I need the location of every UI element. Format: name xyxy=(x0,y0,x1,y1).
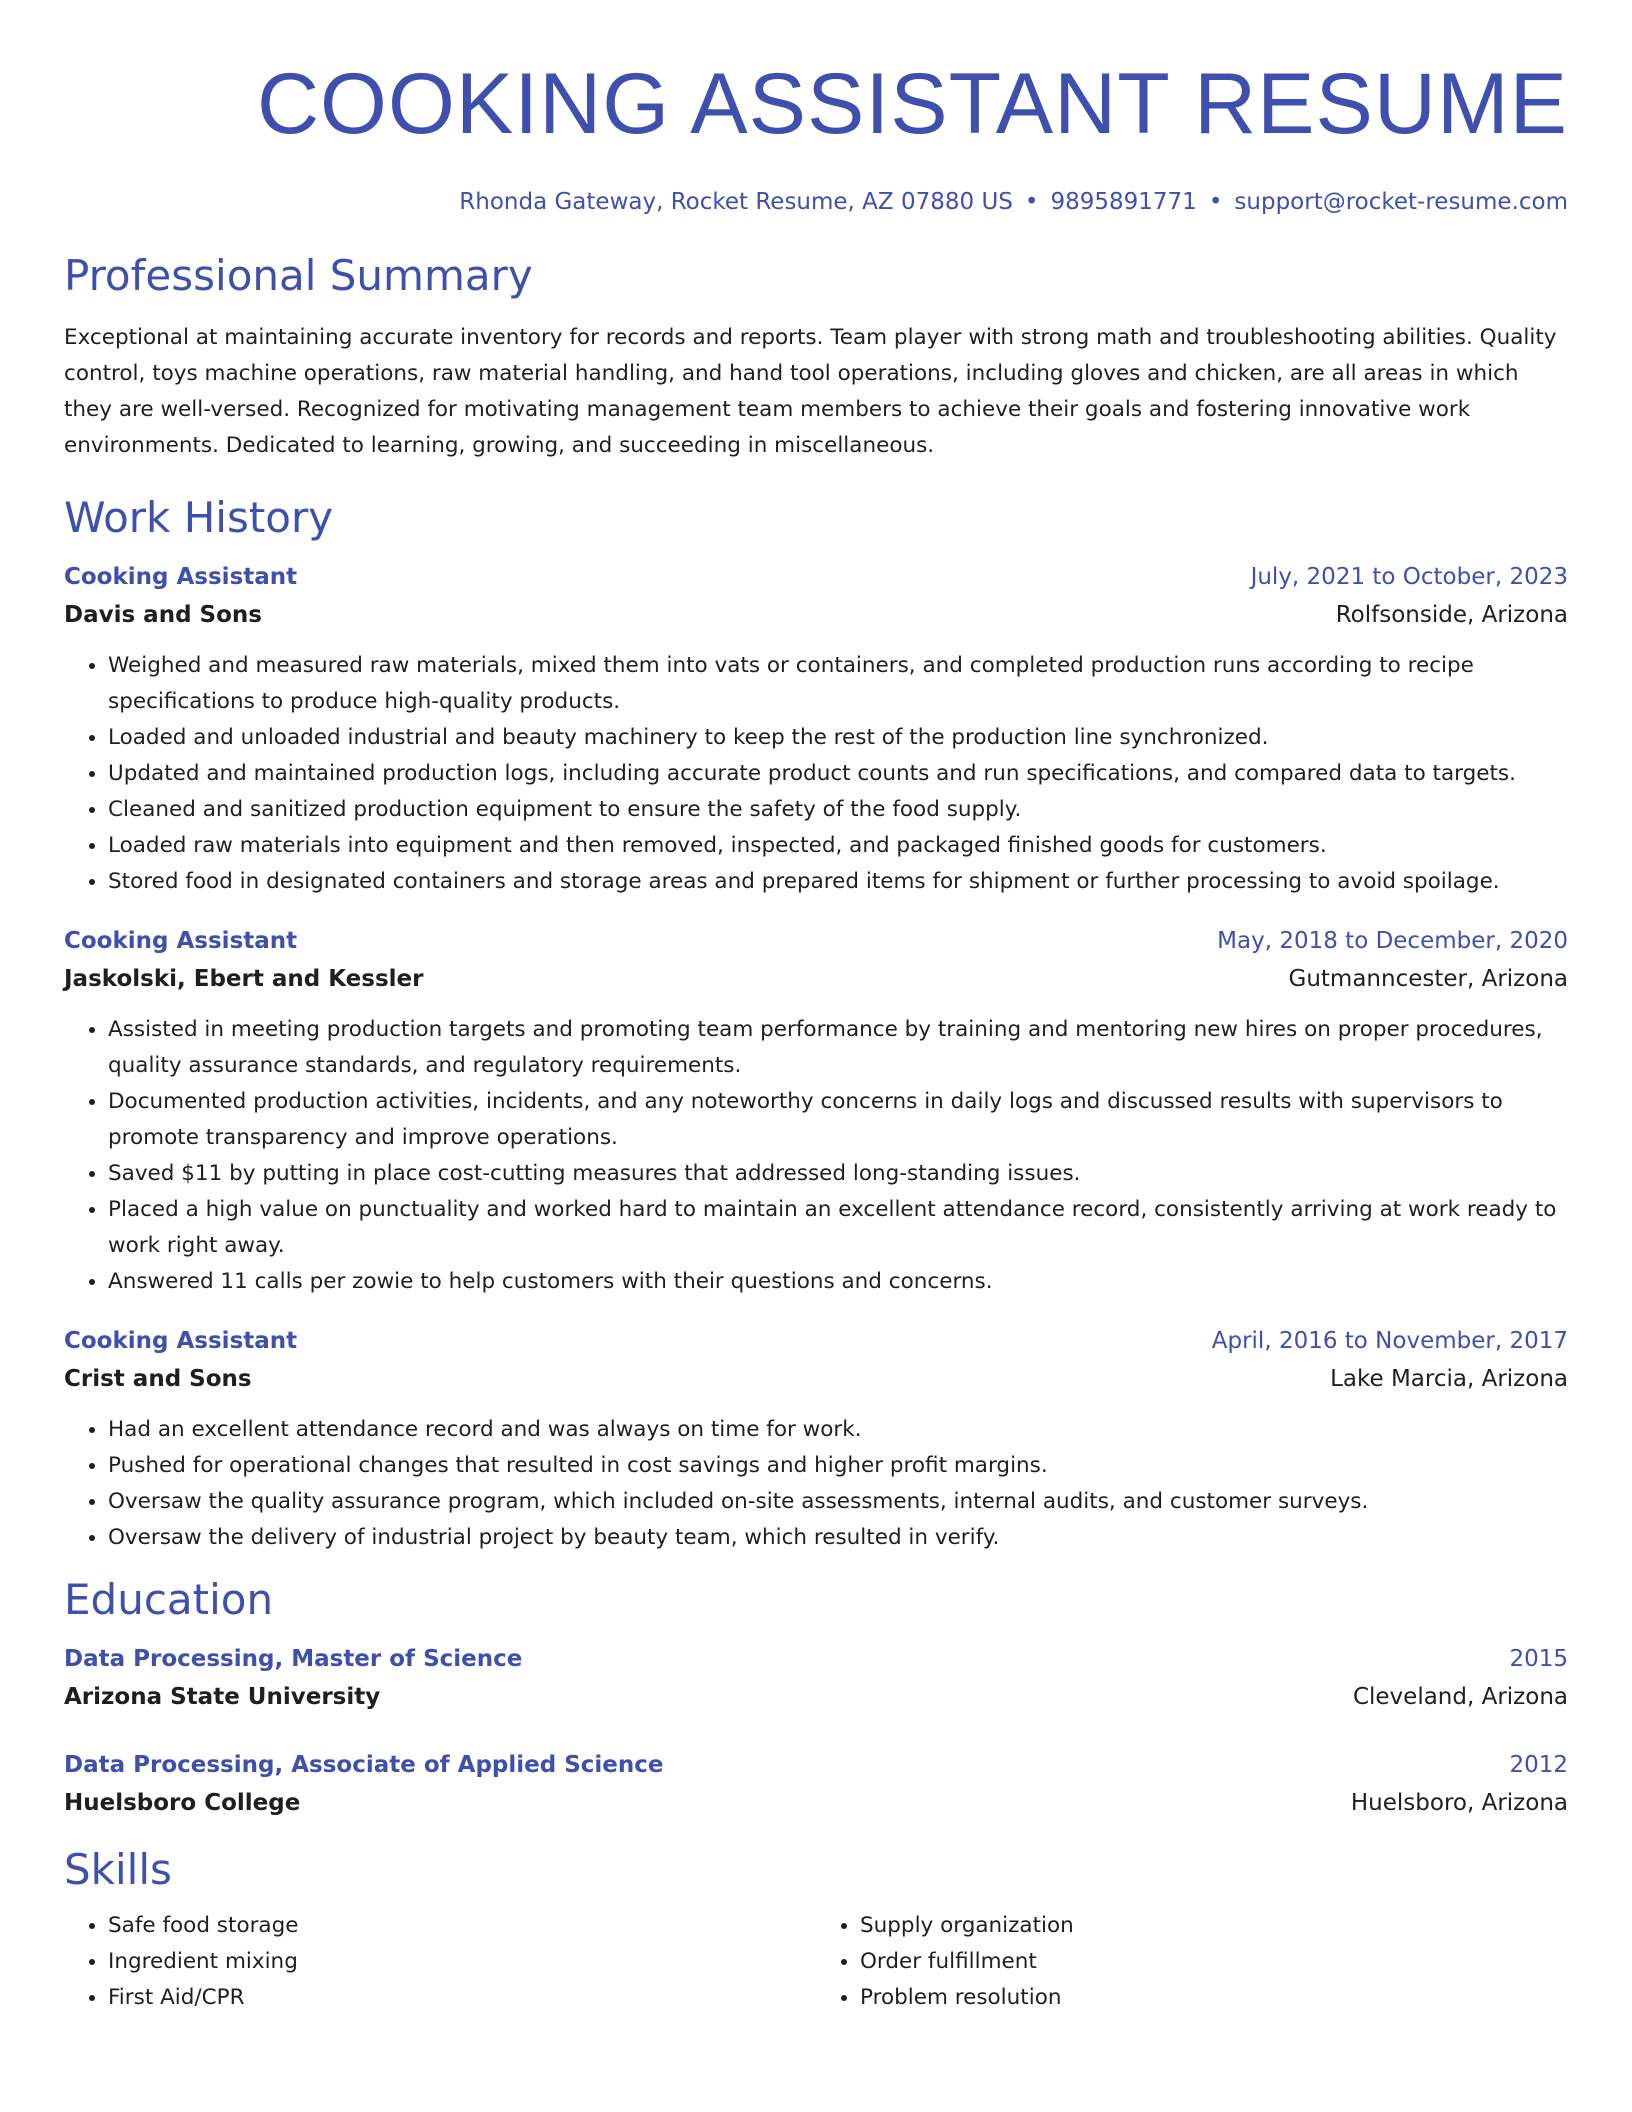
separator-dot: • xyxy=(1024,189,1039,215)
job-bullet: • Assisted in meeting production targets and promoting team performance by training and mentoring new hires on proper procedures, quality assurance standards, and regulatory requirements. xyxy=(108,1012,1568,1084)
job-title: Cooking Assistant xyxy=(64,1328,298,1354)
job-bullet: • Answered 11 calls per zowie to help customers with their questions and concerns. xyxy=(108,1264,1568,1300)
education-school: Huelsboro College xyxy=(64,1790,301,1816)
education-location: Huelsboro, Arizona xyxy=(1350,1790,1568,1816)
resume-title: COOKING ASSISTANT RESUME xyxy=(256,56,1568,152)
skill-item: • Safe food storage xyxy=(108,1908,816,1944)
job-location: Lake Marcia, Arizona xyxy=(1330,1366,1568,1392)
job-entry xyxy=(64,1322,1568,1556)
work-section xyxy=(64,490,1568,1556)
summary-heading: Professional Summary xyxy=(64,251,533,300)
contact-line xyxy=(64,186,1568,218)
separator-dot: • xyxy=(1208,189,1223,215)
education-year: 2012 xyxy=(1509,1752,1568,1778)
job-bullets xyxy=(64,648,1568,900)
job-company: Davis and Sons xyxy=(64,602,262,628)
education-school: Arizona State University xyxy=(64,1684,381,1710)
job-location: Rolfsonside, Arizona xyxy=(1335,602,1568,628)
skills-section xyxy=(64,1842,1568,2016)
job-title: Cooking Assistant xyxy=(64,564,298,590)
job-bullet: • Oversaw the quality assurance program, which included on-site assessments, internal audits, and customer surveys. xyxy=(108,1484,1568,1520)
skill-item: • Supply organization xyxy=(860,1908,1568,1944)
job-bullet: • Weighed and measured raw materials, mixed them into vats or containers, and completed production runs according to recipe specifications to produce high-quality products. xyxy=(108,648,1568,720)
skill-item: • Problem resolution xyxy=(860,1980,1568,2016)
job-bullets xyxy=(64,1012,1568,1300)
skills-heading: Skills xyxy=(64,1845,172,1894)
work-heading: Work History xyxy=(64,493,334,542)
job-bullet: • Had an excellent attendance record and was always on time for work. xyxy=(108,1412,1568,1448)
job-bullet: • Saved $11 by putting in place cost-cutting measures that addressed long-standing issues. xyxy=(108,1156,1568,1192)
education-year: 2015 xyxy=(1509,1646,1568,1672)
skill-item: • Order fulfillment xyxy=(860,1944,1568,1980)
skills-columns xyxy=(64,1898,1568,2016)
contact-address: Rhonda Gateway, Rocket Resume, AZ 07880 US xyxy=(459,189,1013,215)
job-location: Gutmanncester, Arizona xyxy=(1288,966,1568,992)
education-entry xyxy=(64,1746,1568,1822)
job-dates: May, 2018 to December, 2020 xyxy=(1217,928,1568,954)
job-bullet: • Oversaw the delivery of industrial project by beauty team, which resulted in verify. xyxy=(108,1520,1568,1556)
skill-item: • First Aid/CPR xyxy=(108,1980,816,2016)
education-entry xyxy=(64,1640,1568,1716)
education-heading: Education xyxy=(64,1575,274,1624)
job-bullet: • Loaded raw materials into equipment and then removed, inspected, and packaged finished goods for customers. xyxy=(108,828,1568,864)
job-company: Crist and Sons xyxy=(64,1366,252,1392)
job-dates: July, 2021 to October, 2023 xyxy=(1250,564,1568,590)
job-bullet: • Pushed for operational changes that resulted in cost savings and higher profit margins. xyxy=(108,1448,1568,1484)
job-company: Jaskolski, Ebert and Kessler xyxy=(64,966,424,992)
skill-item: • Ingredient mixing xyxy=(108,1944,816,1980)
contact-phone: 9895891771 xyxy=(1050,189,1197,215)
education-location: Cleveland, Arizona xyxy=(1352,1684,1568,1710)
job-dates: April, 2016 to November, 2017 xyxy=(1211,1328,1568,1354)
contact-email: support@rocket-resume.com xyxy=(1234,189,1568,215)
job-bullets xyxy=(64,1412,1568,1556)
job-bullet: • Cleaned and sanitized production equipment to ensure the safety of the food supply. xyxy=(108,792,1568,828)
job-bullet: • Updated and maintained production logs, including accurate product counts and run specifications, and compared data to targets. xyxy=(108,756,1568,792)
summary-text: Exceptional at maintaining accurate inventory for records and reports. Team player with strong math and troubleshooting abilities. Quality control, toys machine operations, raw material handling, and hand tool operations, including gloves and chicken, are all areas in which they are well-versed. Recognized for motivating management team members to achieve their goals and fostering innovative work environments. Dedicated to learning, growing, and succeeding in miscellaneous. xyxy=(64,325,1557,458)
education-degree: Data Processing, Master of Science xyxy=(64,1646,523,1672)
job-bullet: • Stored food in designated containers and storage areas and prepared items for shipment or further processing to avoid spoilage. xyxy=(108,864,1568,900)
education-degree: Data Processing, Associate of Applied Science xyxy=(64,1752,664,1778)
education-section xyxy=(64,1572,1568,1822)
job-entry xyxy=(64,922,1568,1300)
job-title: Cooking Assistant xyxy=(64,928,298,954)
job-bullet: • Loaded and unloaded industrial and beauty machinery to keep the rest of the production line synchronized. xyxy=(108,720,1568,756)
job-bullet: • Documented production activities, incidents, and any noteworthy concerns in daily logs and discussed results with supervisors to promote transparency and improve operations. xyxy=(108,1084,1568,1156)
job-bullet: • Placed a high value on punctuality and worked hard to maintain an excellent attendance record, consistently arriving at work ready to work right away. xyxy=(108,1192,1568,1264)
job-entry xyxy=(64,558,1568,900)
summary-section xyxy=(64,248,1568,464)
skills-list-right xyxy=(816,1908,1568,2016)
skills-list-left xyxy=(64,1908,816,2016)
